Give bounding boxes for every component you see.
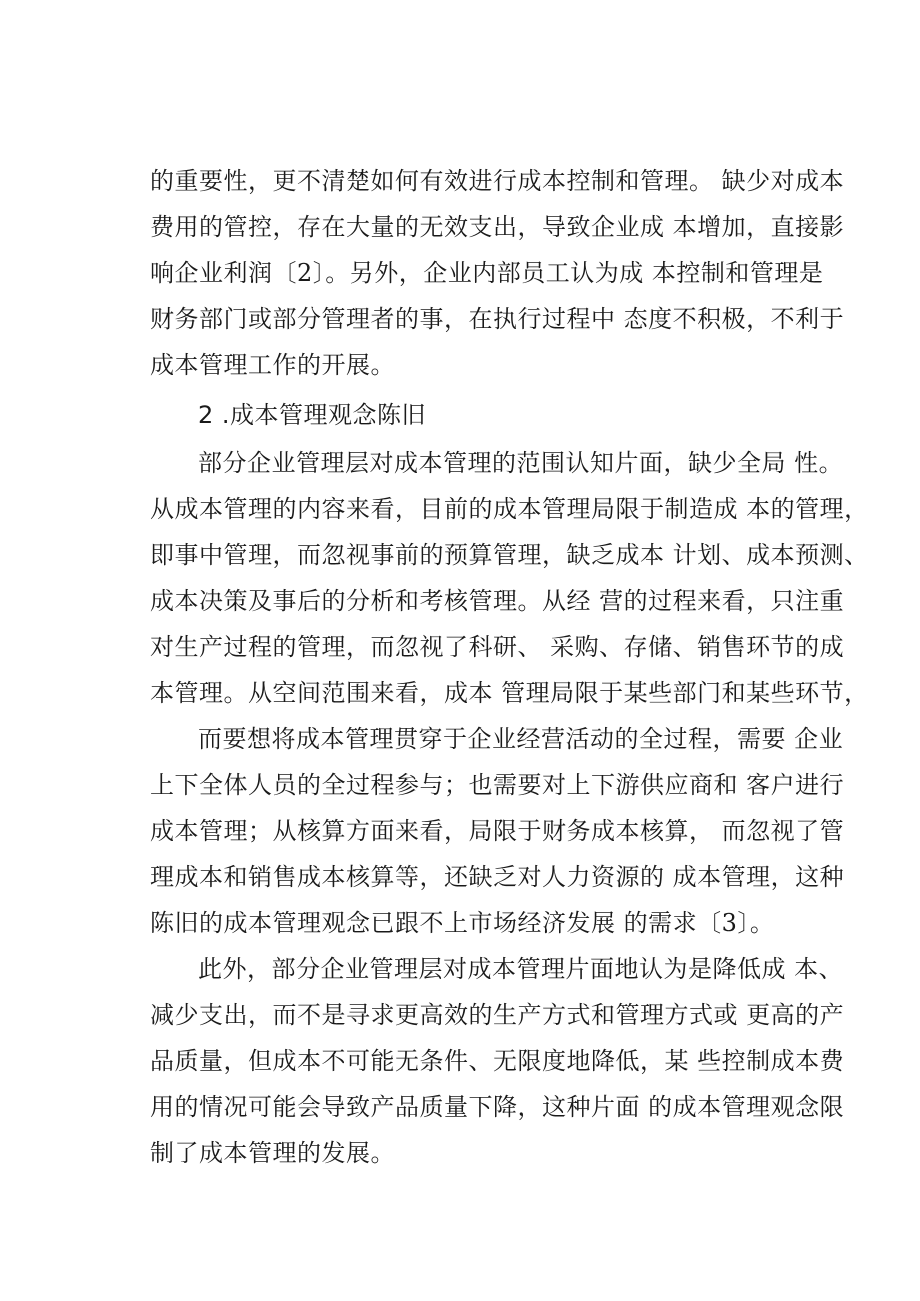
paragraph-line: 即事中管理，而忽视事前的预算管理，缺乏成本 计划、成本预测、 bbox=[150, 541, 869, 569]
paragraph-line: 减少支出，而不是寻求更高效的生产方式和管理方式或 更高的产 bbox=[150, 1001, 845, 1029]
paragraph-line: 从成本管理的内容来看，目前的成本管理局限于制造成 本的管理， bbox=[150, 495, 869, 523]
paragraph-line: 而要想将成本管理贯穿于企业经营活动的全过程，需要 企业 bbox=[198, 725, 844, 753]
paragraph-line: 此外，部分企业管理层对成本管理片面地认为是降低成 本、 bbox=[198, 955, 844, 983]
paragraph-line: 费用的管控，存在大量的无效支出，导致企业成 本增加，直接影 bbox=[150, 213, 845, 241]
paragraph-line: 的重要性，更不清楚如何有效进行成本控制和管理。 缺少对成本 bbox=[150, 167, 845, 195]
paragraph-line: 品质量，但成本不可能无条件、无限度地降低，某 些控制成本费 bbox=[150, 1047, 845, 1075]
paragraph-line: 上下全体人员的全过程参与；也需要对上下游供应商和 客户进行 bbox=[150, 771, 845, 799]
paragraph-line: 成本管理工作的开展。 bbox=[150, 351, 395, 379]
paragraph-line: 成本决策及事后的分析和考核管理。从经 营的过程来看，只注重 bbox=[150, 587, 845, 615]
section-heading: 2 .成本管理观念陈旧 bbox=[198, 401, 427, 429]
paragraph-line: 理成本和销售成本核算等，还缺乏对人力资源的 成本管理，这种 bbox=[150, 863, 845, 891]
paragraph-line: 部分企业管理层对成本管理的范围认知片面，缺少全局 性。 bbox=[198, 449, 844, 477]
paragraph-line: 成本管理；从核算方面来看，局限于财务成本核算， 而忽视了管 bbox=[150, 817, 845, 845]
paragraph-line: 制了成本管理的发展。 bbox=[150, 1139, 395, 1167]
paragraph-line: 用的情况可能会导致产品质量下降，这种片面 的成本管理观念限 bbox=[150, 1093, 845, 1121]
paragraph-line: 本管理。从空间范围来看，成本 管理局限于某些部门和某些环节， bbox=[150, 679, 869, 707]
paragraph-line: 财务部门或部分管理者的事，在执行过程中 态度不积极，不利于 bbox=[150, 305, 845, 333]
paragraph-line: 响企业利润〔2〕。另外，企业内部员工认为成 本控制和管理是 bbox=[150, 259, 824, 287]
paragraph-line: 对生产过程的管理，而忽视了科研、 采购、存储、销售环节的成 bbox=[150, 633, 845, 661]
paragraph-line: 陈旧的成本管理观念已跟不上市场经济发展 的需求〔3〕。 bbox=[150, 909, 775, 937]
